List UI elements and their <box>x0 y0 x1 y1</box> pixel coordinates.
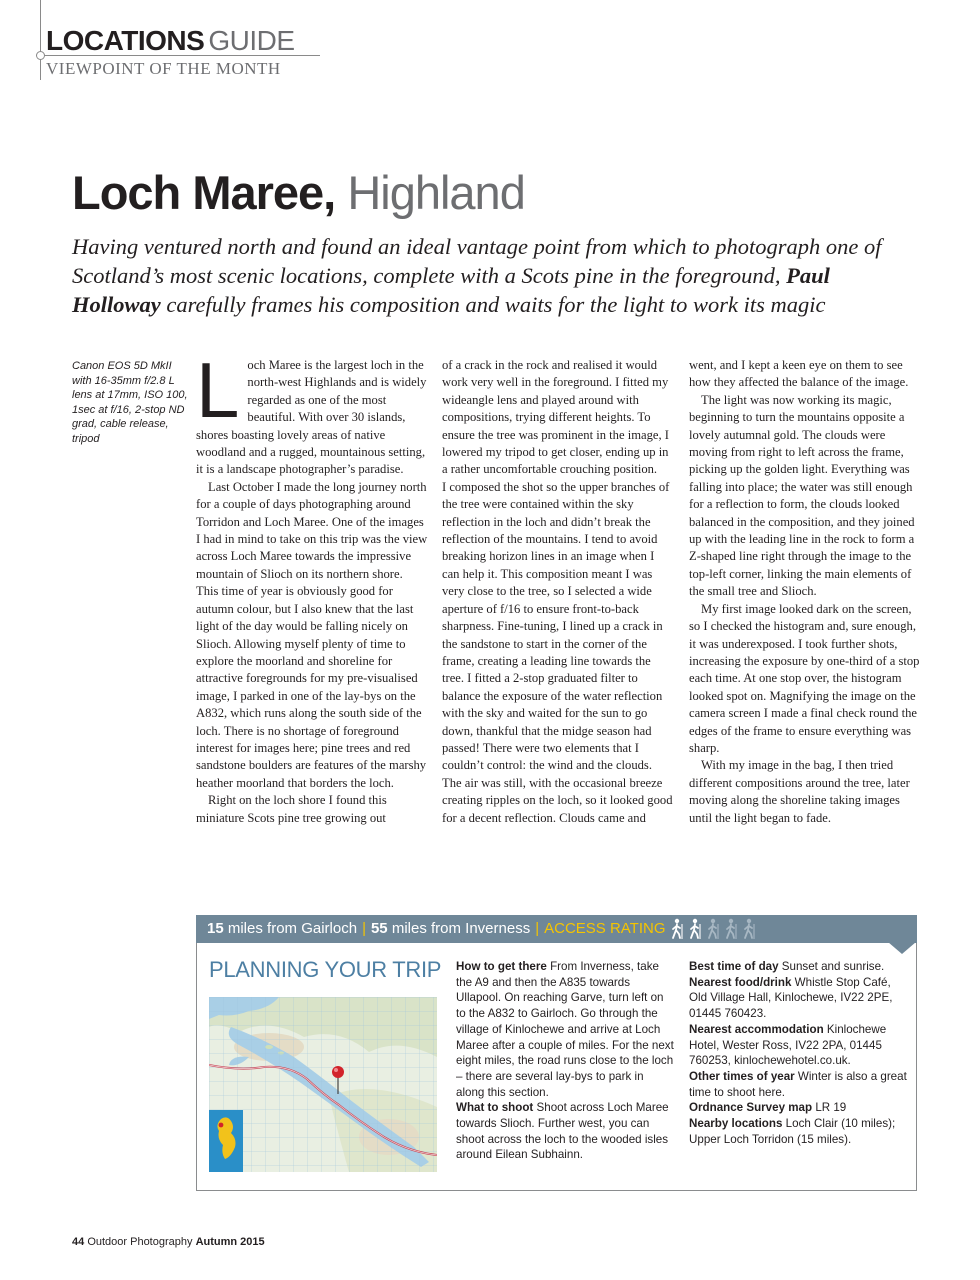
paragraph-text: och Maree is the largest loch in the north-west Highlands and is widely regarded as one of the most beautiful. With over 30 islands, shores boasting lovely areas of native woodland and a rugged, mountainous setting, it is a landscape photographer’s paradise. <box>196 358 427 477</box>
article-headline <box>72 166 525 220</box>
planning-title: PLANNING YOUR TRIP <box>209 957 442 982</box>
info-os-map <box>689 1100 911 1116</box>
section-title-light: GUIDE <box>208 25 295 56</box>
info-food-label: Nearest food/drink <box>689 975 792 989</box>
info-os-label: Ordnance Survey map <box>689 1101 813 1115</box>
headline-region: Highland <box>347 166 525 219</box>
info-what <box>456 1100 674 1163</box>
headline-location: Loch Maree, <box>72 166 336 219</box>
info-nearby-label: Nearby locations <box>689 1117 783 1131</box>
section-rule-circle <box>36 51 45 60</box>
section-subtitle: VIEWPOINT OF THE MONTH <box>46 59 281 78</box>
info-best <box>689 959 911 975</box>
body-paragraph: went, and I kept a keen eye on them to see how they affected the balance of the image. <box>689 358 909 390</box>
body-paragraph: Last October I made the long journey north for a couple of days photographing around Torridon and Loch Maree. One of the images I had in mind to take on this trip was the view across Loch Maree towards the impressive mountain of Slioch on its northern shore. This time of year is obviously good for autumn colour, but I also knew that the last light of the day would be falling nicely on Slioch. Allowing myself plenty of time to explore the moorland and shoreline for attractive foregrounds for my pre-visualised image, I parked in one of the lay-bys on the A832, which runs along the south side of the loch. There is no shortage of foreground interest for images here; pine trees and red sandstone boulders are features of the marshy heather moorland that borders the loch. <box>196 479 428 790</box>
bar-separator: | <box>535 920 540 937</box>
body-paragraph: I composed the shot so the upper branches of the tree were contained within the sky reflection in the loch and didn’t break the reflection of the mountains. I tend to avoid breaking horizon lines in an image when I can help it. This composition meant I was very close to the tree, so I selected a wide aperture of f/16 to ensure front-to-back sharpness. Fine-tuning, I lined up a crack in the sandstone to start in the corner of the frame, creating a leading line towards the tree. I fitted a 2-stop graduated filter to balance the exposure of the water reflection with the sky and waited for the sun to go down, thankful that the midge season had passed! There were two elements that I couldn’t control: the wind and the clouds. The air was still, with the occasional breeze creating ripples on the loch, so it looked good for a decent reflection. Clouds came and <box>442 479 673 825</box>
drop-cap: L <box>196 346 240 434</box>
info-how <box>456 959 674 1100</box>
info-column-1 <box>456 959 674 1163</box>
bar-notch <box>888 942 916 954</box>
info-accom-label: Nearest accommodation <box>689 1022 824 1036</box>
standfirst <box>72 232 922 319</box>
bar-separator: | <box>362 920 366 937</box>
body-paragraph: The light was now working its magic, beginning to turn the mountains opposite a lovely autumnal gold. The clouds were moving from right to left across the frame, picking up the golden light. Everything was falling into place; the water was still enough for a reflection to form, the clouds looked balanced in the composition, and they joined up with the leading line in the rock to form a Z-shaped line right through the image to the top-left corner, linking the main elements of the small tree and Slioch. <box>689 392 915 599</box>
info-column-2 <box>689 959 911 1147</box>
standfirst-before: Having ventured north and found an ideal vantage point from which to photograph one of Scotland’s most scenic locations, complete with a Scots pine in the foreground, <box>72 234 882 288</box>
standfirst-after: carefully frames his composition and waits for the light to work its magic <box>166 292 826 317</box>
photo-caption: Canon EOS 5D MkII with 16-35mm f/2.8 L lens at 17mm, ISO 100, 1sec at f/16, 2-stop ND grad, cable release, tripod <box>72 360 188 445</box>
walker-icon-empty <box>742 918 756 940</box>
access-rating-icons <box>670 918 760 940</box>
info-what-label: What to shoot <box>456 1101 534 1115</box>
info-what-text: Shoot across Loch Maree towards Slioch. Further west, you can shoot across the loch to the wooded isles around Eilean Subhainn. <box>456 1101 669 1162</box>
info-other-text: Winter is also a great time to shoot here. <box>689 1069 907 1099</box>
body-paragraph: of a crack in the rock and realised it would work very well in the foreground. I fitted my wideangle lens and played around with compositions, trying different heights. To ensure the tree was prominent in the image, I lowered my tripod to get closer, ending up in a rather uncomfortable crouching position. <box>442 358 669 477</box>
body-paragraph: My first image looked dark on the screen, so I checked the histogram and, sure enough, it was underexposed. I took further shots, increasing the exposure by one-third of a stop each time. At one stop over, the histogram looked spot on. Magnifying the image on the camera screen I made a final check round the edges of the frame to ensure everything was sharp. <box>689 601 920 755</box>
body-column-2 <box>442 357 674 827</box>
distance-2-number: 55 <box>370 920 388 937</box>
info-how-text: From Inverness, take the A9 and then the A835 towards Ullapool. On reaching Garve, turn left on to the A832 to Gairloch. Go through the village of Kinlochewe and arrive at Loch Maree after a couple of miles. For the next eight miles, the road runs close to the loch – there are several lay-bys to park in along this section. <box>456 960 674 1099</box>
info-food <box>689 975 911 1022</box>
info-best-text: Sunset and sunrise. <box>781 960 885 973</box>
body-paragraph: With my image in the bag, I then tried different compositions around the tree, later moving along the shoreline taking images until the light began to fade. <box>689 758 910 825</box>
info-best-label: Best time of day <box>689 960 779 973</box>
distance-1-text: miles from Gairloch <box>227 920 358 937</box>
info-how-label: How to get there <box>456 960 547 973</box>
info-other-label: Other times of year <box>689 1069 795 1083</box>
body-column-1 <box>196 346 428 827</box>
section-title-strong: LOCATIONS <box>46 25 205 56</box>
walker-icon-empty <box>706 918 720 940</box>
info-other <box>689 1069 911 1100</box>
distance-bar <box>196 915 917 943</box>
body-paragraph: Right on the loch shore I found this miniature Scots pine tree growing out <box>196 793 387 825</box>
body-paragraph <box>196 346 428 479</box>
section-rule-vertical <box>40 0 41 80</box>
walker-icon-empty <box>724 918 738 940</box>
standfirst-author: Paul Holloway <box>72 263 830 317</box>
page-number: 44 <box>72 1236 85 1248</box>
distance-1-number: 15 <box>207 920 224 937</box>
info-food-text: Whistle Stop Café, Old Village Hall, Kinlochewe, IV22 2PE, 01445 760423. <box>689 975 893 1021</box>
magazine-name: Outdoor Photography <box>87 1236 193 1248</box>
location-map <box>209 997 437 1172</box>
issue-name: Autumn 2015 <box>195 1236 265 1248</box>
section-title <box>46 25 295 57</box>
body-column-3 <box>689 357 921 827</box>
info-accom-text: Kinlochewe Hotel, Wester Ross, IV22 2PA, 01445 760253, kinlochewehotel.co.uk. <box>689 1022 887 1068</box>
walker-icon-filled <box>688 918 702 940</box>
distance-2-text: miles from Inverness <box>391 920 531 937</box>
info-accommodation <box>689 1022 911 1069</box>
page-folio <box>72 1236 265 1248</box>
info-nearby-text: Loch Clair (10 miles); Upper Loch Torridon (15 miles). <box>689 1117 896 1146</box>
access-rating-label: ACCESS RATING <box>544 920 666 937</box>
walker-icon-filled <box>670 918 684 940</box>
info-os-text: LR 19 <box>815 1101 847 1115</box>
info-nearby <box>689 1116 911 1147</box>
